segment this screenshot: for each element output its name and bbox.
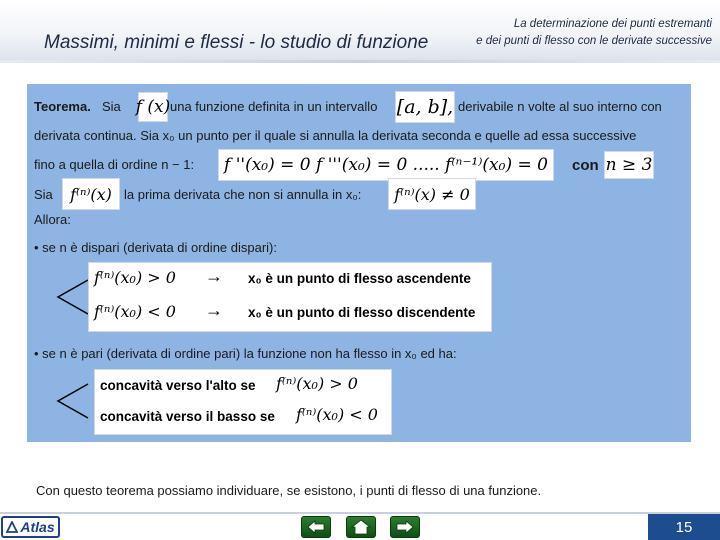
even-rule-2-condition: f⁽ⁿ⁾(x₀) < 0 (296, 405, 378, 424)
odd-rule-2-result: x₀ è un punto di flesso discendente (248, 305, 476, 320)
arrow-right-icon: → (205, 266, 223, 286)
header-divider (0, 60, 720, 63)
bracket-odd-icon (54, 278, 92, 316)
theorem-label: Teorema. (34, 99, 91, 114)
even-rule-1-text: concavità verso l'alto se (100, 378, 256, 393)
formula-f-of-x: f (x) (138, 92, 168, 122)
theorem-line-2: derivata continua. Sia x₀ un punto per il quale si annulla la derivata seconda e quelle ad essa successive (34, 128, 637, 143)
case-odd-text: • se n è dispari (derivata di ordine dispari): (34, 240, 278, 255)
theorem-line-4: la prima derivata che non si annulla in x₀: (124, 187, 362, 202)
footer-divider (0, 512, 720, 514)
slide-subtitle (476, 16, 712, 50)
even-rule-1-condition: f⁽ⁿ⁾(x₀) > 0 (276, 374, 358, 393)
theorem-text-1: una funzione definita in un intervallo (170, 99, 378, 114)
home-icon (351, 519, 371, 535)
formula-n-ge-3: n ≥ 3 (604, 151, 654, 179)
page-number: 15 (648, 514, 720, 540)
theorem-text-2: derivabile n volte al suo interno con (458, 99, 662, 114)
sia-text: Sia (102, 99, 121, 114)
odd-rule-1-condition: f⁽ⁿ⁾(x₀) > 0 (94, 268, 176, 287)
arrow-right-icon (395, 520, 415, 534)
subtitle-line-1: La determinazione dei punti estremanti (513, 18, 712, 30)
arrow-left-icon (306, 520, 326, 534)
bracket-even-icon (54, 382, 92, 420)
sia-text-2: Sia (34, 187, 53, 202)
allora-text: Allora: (34, 212, 71, 227)
formula-conditions: f ''(x₀) = 0 f '''(x₀) = 0 ..... f⁽ⁿ⁻¹⁾(x₀) = 0 (218, 149, 554, 181)
subtitle-line-2: e dei punti di flesso con le derivate successive (476, 35, 712, 47)
odd-rule-1-result: x₀ è un punto di flesso ascendente (248, 271, 471, 286)
formula-fn-x-ne-0: f⁽ⁿ⁾(x) ≠ 0 (388, 178, 476, 210)
atlas-logo-text: Atlas (20, 519, 55, 535)
formula-fn-x: f⁽ⁿ⁾(x) (62, 178, 120, 210)
conclusion-text: Con questo teorema possiamo individuare, se esistono, i punti di flesso di una funzione. (36, 483, 542, 498)
atlas-logo-icon (6, 521, 18, 533)
slide-title: Massimi, minimi e flessi - lo studio di funzione (44, 32, 429, 53)
formula-interval: [a, b], (395, 91, 455, 123)
next-slide-button[interactable] (390, 516, 420, 538)
theorem-line-3: fino a quella di ordine n − 1: (34, 157, 195, 172)
case-even-text: • se n è pari (derivata di ordine pari) la funzione non ha flesso in x₀ ed ha: (34, 346, 457, 361)
arrow-right-icon: → (205, 300, 223, 320)
odd-rule-2-condition: f⁽ⁿ⁾(x₀) < 0 (94, 302, 176, 321)
prev-slide-button[interactable] (301, 516, 331, 538)
home-button[interactable] (346, 516, 376, 538)
atlas-logo (1, 516, 60, 538)
con-text: con (572, 157, 599, 174)
even-rule-2-text: concavità verso il basso se (100, 409, 275, 424)
